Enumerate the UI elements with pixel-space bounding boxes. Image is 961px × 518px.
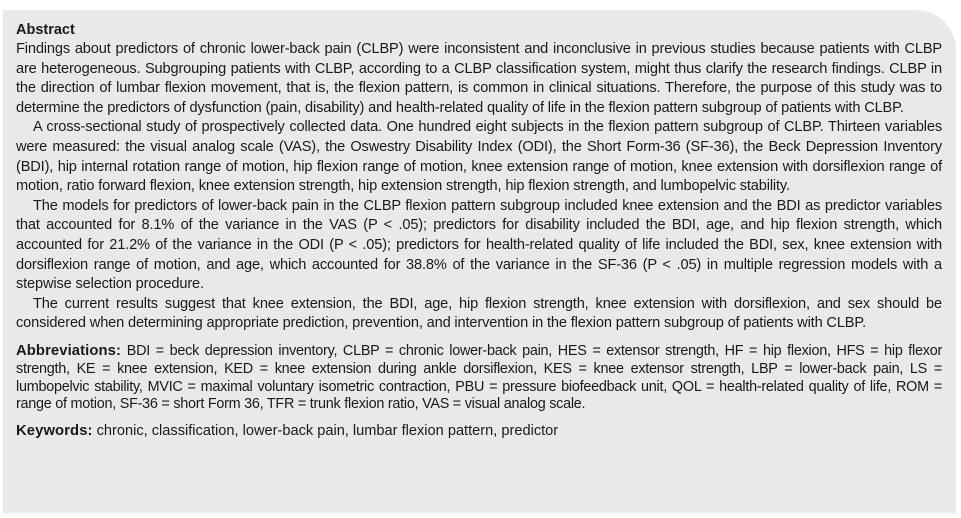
abstract-paragraph-conclusion: The current results suggest that knee extension, the BDI, age, hip flexion strength, knee extension with dorsiflexion, and sex should be considered when determining appropriate prediction, prevention, and intervention in the flexion pattern subgroup of patients with CLBP. <box>16 295 942 332</box>
abbreviations-label: Abbreviations: <box>16 342 121 359</box>
abbreviations-block <box>16 343 942 414</box>
abbreviations-text: BDI = beck depression inventory, CLBP = chronic lower-back pain, HES = extensor strength, HF = hip flexion, HFS = hip flexor strength, KE = knee extension, KED = knee extension during ankle dorsiflexion, KES = knee extensor strength, LBP = lower-back pain, LS = lumbopelvic stability, MVIC = maximal voluntary isometric contraction, PBU = pressure biofeedback unit, QOL = health-related quality of life, ROM = range of motion, SF-36 = short Form 36, TFR = trunk flexion ratio, VAS = visual analog scale. <box>16 342 942 413</box>
keywords-label: Keywords: <box>16 423 93 440</box>
abstract-box <box>3 10 956 513</box>
abstract-heading: Abstract <box>16 22 75 38</box>
keywords-block <box>16 422 942 441</box>
abstract-paragraph-methods: A cross-sectional study of prospectively collected data. One hundred eight subjects in the flexion pattern subgroup of CLBP. Thirteen variables were measured: the visual analog scale (VAS), the Oswestry Disability Index (ODI), the Short Form-36 (SF-36), the Beck Depression Inventory (BDI), hip internal rotation range of motion, hip flexion range of motion, knee extension range of motion, knee extension with dorsiflexion range of motion, ratio forward flexion, knee extension strength, hip extension strength, hip flexion strength, and lumbopelvic stability. <box>16 119 942 195</box>
abstract-paragraph-results: The models for predictors of lower-back pain in the CLBP flexion pattern subgroup included knee extension and the BDI as predictor variables that accounted for 8.1% of the variance in the VAS (P < .05); predictors for disability included the BDI, age, and hip flexion strength, which accounted for 21.2% of the variance in the ODI (P < .05); predictors for health-related quality of life included the BDI, sex, knee extension with dorsiflexion range of motion, and age, which accounted for 38.8% of the variance in the SF-36 (P < .05) in multiple regression models with a stepwise selection procedure. <box>16 197 942 293</box>
abstract-paragraph-background: Findings about predictors of chronic lower-back pain (CLBP) were inconsistent and inconclusive in previous studies because patients with CLBP are heterogeneous. Subgrouping patients with CLBP, according to a CLBP classification system, might thus clarify the research findings. CLBP in the direction of lumbar flexion movement, that is, the flexion pattern, is common in clinical situations. Therefore, the purpose of this study was to determine the predictors of dysfunction (pain, disability) and health-related quality of life in the flexion pattern subgroup of patients with CLBP. <box>16 41 942 116</box>
keywords-text: chronic, classification, lower-back pain, lumbar flexion pattern, predictor <box>96 423 559 440</box>
